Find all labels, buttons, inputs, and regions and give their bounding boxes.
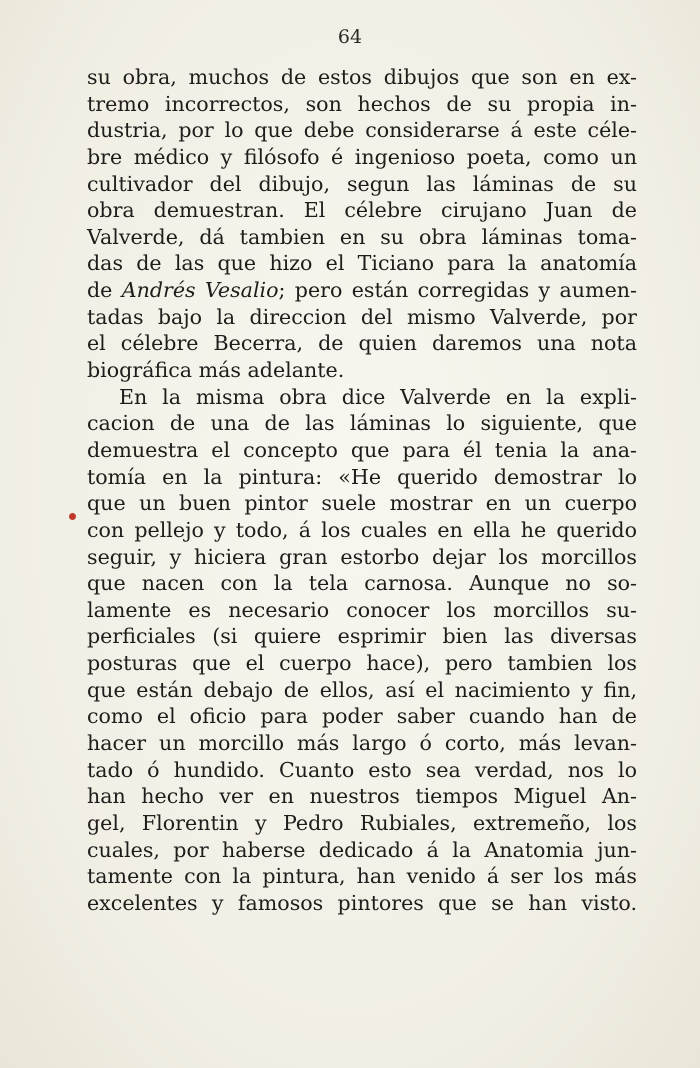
- text-line: Valverde, dá tambien en su obra láminas toma-: [87, 224, 637, 249]
- text-line: el célebre Becerra, de quien daremos una nota: [87, 331, 637, 356]
- text-line: bre médico y filósofo é ingenioso poeta, como un: [87, 144, 637, 169]
- text-line: demuestra el concepto que para él tenia la ana-: [87, 437, 637, 462]
- text-line: cultivador del dibujo, segun las láminas de su: [87, 171, 637, 196]
- text-line: que están debajo de ellos, así el nacimiento y fin,: [87, 677, 637, 702]
- text-line: tamente con la pintura, han venido á ser los más: [87, 864, 637, 889]
- text-line-paragraph-start: En la misma obra dice Valverde en la expli-: [119, 384, 637, 409]
- text-line: obra demuestran. El célebre cirujano Juan de: [87, 198, 637, 223]
- italic-name-andres-vesalio: Andrés Vesalio: [121, 278, 279, 303]
- text-line: tado ó hundido. Cuanto esto sea verdad, nos lo: [87, 757, 637, 782]
- text-line-paragraph-end: biográfica más adelante.: [87, 358, 345, 383]
- red-ink-dot: [69, 513, 76, 520]
- text-line: posturas que el cuerpo hace), pero tambien los: [87, 651, 637, 676]
- text-line: perficiales (si quiere esprimir bien las diversas: [87, 624, 637, 649]
- text-segment: de: [87, 278, 122, 303]
- text-line-with-italic-name: [87, 277, 637, 304]
- text-line: que nacen con la tela carnosa. Aunque no so-: [87, 571, 637, 596]
- page-number: 64: [337, 26, 363, 48]
- text-line: lamente es necesario conocer los morcillos su-: [87, 597, 637, 622]
- text-line: con pellejo y todo, á los cuales en ella he querido: [87, 517, 637, 542]
- text-line: tadas bajo la direccion del mismo Valverde, por: [87, 304, 637, 329]
- text-line: han hecho ver en nuestros tiempos Miguel An-: [87, 784, 637, 809]
- text-line: como el oficio para poder saber cuando han de: [87, 704, 637, 729]
- text-line: excelentes y famosos pintores que se han visto.: [87, 890, 637, 915]
- text-line: cuales, por haberse dedicado á la Anatomia jun-: [87, 837, 637, 862]
- text-segment: ; pero están corregidas y aumen-: [278, 278, 637, 303]
- text-line: das de las que hizo el Ticiano para la anatomía: [87, 251, 637, 276]
- text-line: gel, Florentin y Pedro Rubiales, extremeño, los: [87, 810, 637, 835]
- text-line: hacer un morcillo más largo ó corto, más levan-: [87, 731, 637, 756]
- text-line: su obra, muchos de estos dibujos que son en ex-: [87, 65, 637, 89]
- text-line: dustria, por lo que debe considerarse á este céle-: [87, 118, 637, 143]
- page-body-text: [87, 64, 637, 917]
- text-line: seguir, y hiciera gran estorbo dejar los morcillos: [87, 544, 637, 569]
- text-line: cacion de una de las láminas lo siguiente, que: [87, 411, 637, 436]
- text-line: que un buen pintor suele mostrar en un cuerpo: [87, 491, 637, 516]
- text-line: tomía en la pintura: «He querido demostrar lo: [87, 464, 637, 489]
- text-line: tremo incorrectos, son hechos de su propia in-: [87, 91, 637, 116]
